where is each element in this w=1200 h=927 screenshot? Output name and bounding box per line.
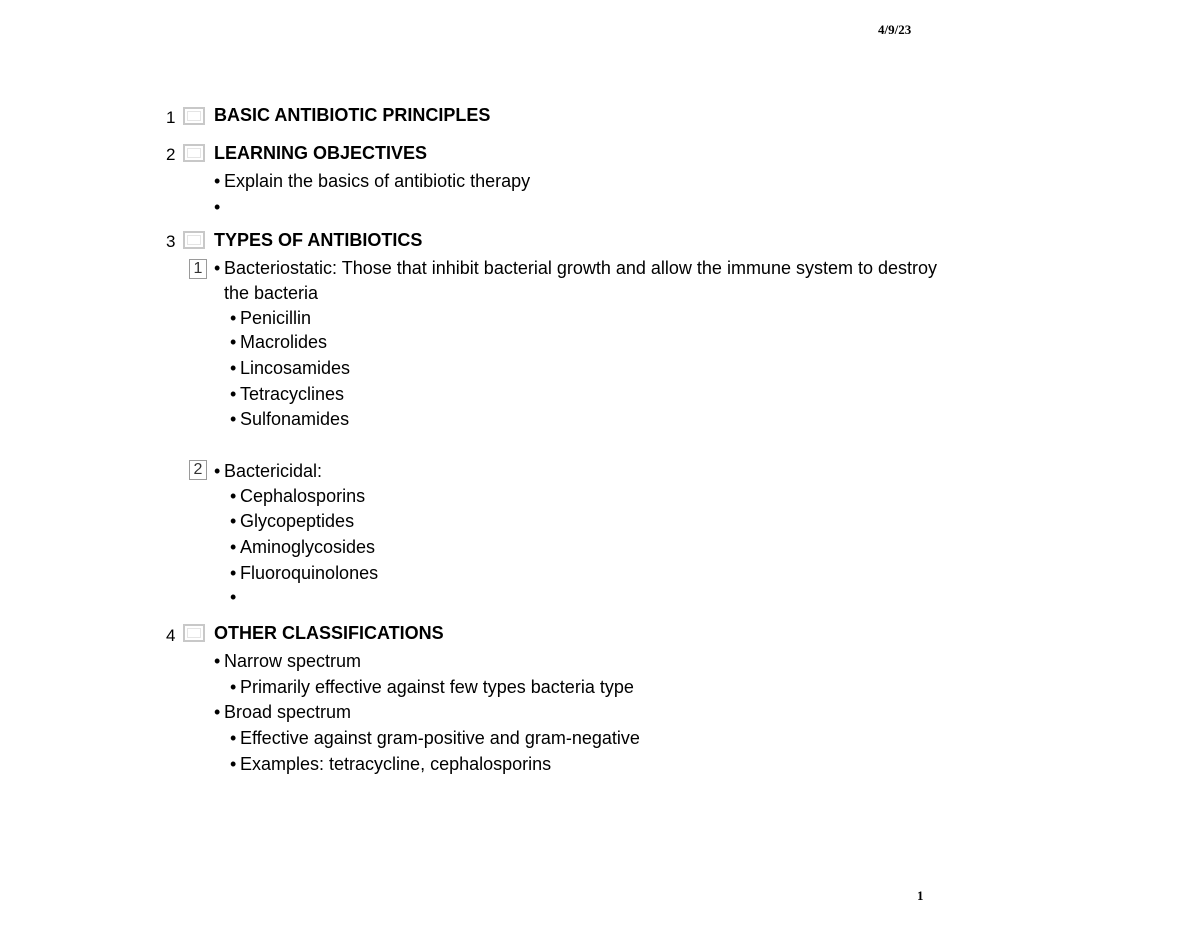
page-date: 4/9/23 <box>878 22 912 37</box>
sub-bullet-item: • Sulfonamides <box>230 409 350 429</box>
bullet-mark: • <box>214 461 221 481</box>
slide-title: TYPES OF ANTIBIOTICS <box>214 230 423 250</box>
slide-number: 1 <box>166 108 176 127</box>
sub-bullet-item: • Cephalosporins <box>230 486 366 506</box>
bullet-mark: • <box>214 171 221 191</box>
sub-bullet-item: • Effective against gram-positive and gram-negative <box>230 728 640 748</box>
bullet-mark: • <box>214 197 221 217</box>
sub-bullet-item: • Examples: tetracycline, cephalosporins <box>230 754 552 774</box>
slide-title: BASIC ANTIBIOTIC PRINCIPLES <box>214 105 491 125</box>
sub-bullet-item: • Penicillin <box>230 308 312 328</box>
sub-bullet-item: • Fluoroquinolones <box>230 563 379 583</box>
sub-bullet-item: • Primarily effective against few types bacteria type <box>230 677 634 697</box>
slide-thumbnail[interactable] <box>183 144 205 162</box>
bullet-item: • Explain the basics of antibiotic therapy <box>214 171 531 191</box>
sub-bullet-item: • Lincosamides <box>230 358 351 378</box>
bullet-item: • Bactericidal: <box>214 461 323 481</box>
bullet-continuation: the bacteria <box>224 283 319 303</box>
slide-thumbnail[interactable] <box>183 107 205 125</box>
slide-number: 4 <box>166 626 176 645</box>
sub-bullet-item: • Macrolides <box>230 332 328 352</box>
slide-title: LEARNING OBJECTIVES <box>214 143 428 163</box>
sub-bullet-item: • Glycopeptides <box>230 511 355 531</box>
slide-title: OTHER CLASSIFICATIONS <box>214 623 444 643</box>
bullet-item: • Broad spectrum <box>214 702 352 722</box>
bullet-item: • Bacteriostatic: Those that inhibit bacterial growth and allow the immune system to destroy <box>214 258 938 278</box>
bullet-item <box>214 196 224 218</box>
bullet-mark: • <box>214 258 221 278</box>
annotation-marker[interactable]: 1 <box>189 259 207 279</box>
slide-number: 2 <box>166 145 176 164</box>
slide-thumbnail[interactable] <box>183 624 205 642</box>
slide-thumbnail[interactable] <box>183 231 205 249</box>
sub-bullet-item: • <box>230 587 237 607</box>
bullet-mark: • <box>214 702 221 722</box>
sub-bullet-item: • Tetracyclines <box>230 384 345 404</box>
sub-bullet-item: • Aminoglycosides <box>230 537 376 557</box>
annotation-marker[interactable]: 2 <box>189 460 207 480</box>
bullet-mark: • <box>214 651 221 671</box>
page-number: 1 <box>917 888 924 903</box>
slide-number: 3 <box>166 232 176 251</box>
bullet-item: • Narrow spectrum <box>214 651 362 671</box>
